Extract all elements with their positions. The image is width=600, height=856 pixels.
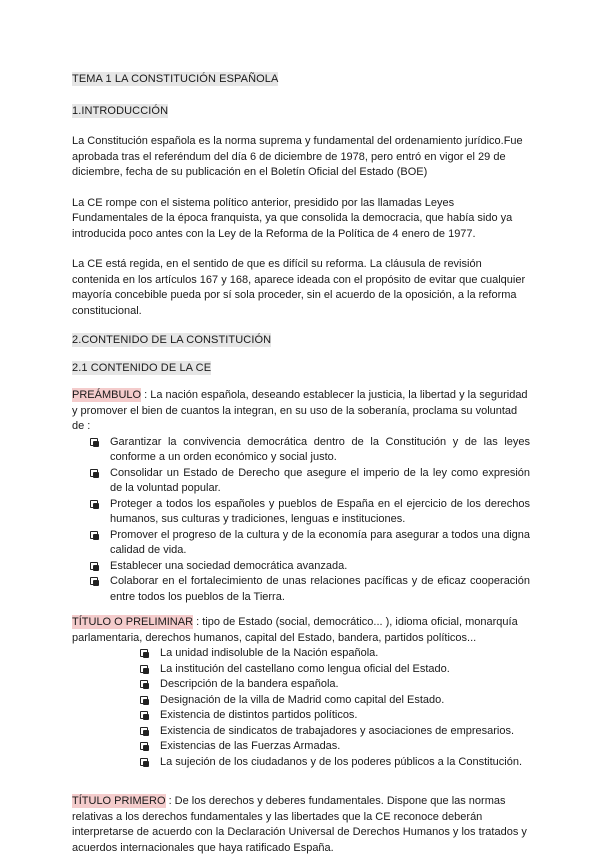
list-item: Existencias de las Fuerzas Armadas. — [140, 739, 530, 755]
paragraph-2: La CE rompe con el sistema político anterior, presidido por las llamadas Leyes Fundamentales de la época franquista, ya que consolida la democracia, que había sido ya introducida poco antes con la Ley de la Reforma de la Política de 4 enero de 1977. — [72, 196, 513, 240]
section-heading-introduccion: 1.INTRODUCCIÓN — [72, 104, 169, 117]
titulo-preliminar-label: TÍTULO O PRELIMINAR — [72, 616, 194, 628]
checkbox-bullet-icon — [140, 680, 148, 688]
checkbox-bullet-icon — [90, 562, 98, 570]
checkbox-bullet-icon — [90, 438, 98, 446]
list-item: La institución del castellano como lengua oficial del Estado. — [140, 662, 530, 678]
list-item: Existencia de distintos partidos políticos. — [140, 708, 530, 724]
checkbox-bullet-icon — [140, 727, 148, 735]
list-item: Proteger a todos los españoles y pueblos de España en el ejercicio de los derechos humanos, sus culturas y tradiciones, lenguas e instituciones. — [90, 497, 530, 528]
list-item: La sujeción de los ciudadanos y de los poderes públicos a la Constitución. — [140, 755, 530, 771]
preambulo-paragraph — [72, 388, 530, 435]
checkbox-bullet-icon — [140, 742, 148, 750]
checkbox-bullet-icon — [140, 711, 148, 719]
titulo-preliminar-text: : tipo de Estado (social, democrático... ), idioma oficial, monarquía parlamentaria, derechos humanos, capital del Estado, bandera, partidos políticos... — [72, 616, 518, 644]
list-item: Existencia de sindicatos de trabajadores y asociaciones de empresarios. — [140, 724, 530, 740]
checkbox-bullet-icon — [140, 649, 148, 657]
checkbox-bullet-icon — [90, 531, 98, 539]
paragraph-1: La Constitución española es la norma suprema y fundamental del ordenamiento jurídico.Fue aprobada tras el referéndum del día 6 de diciembre de 1978, pero entró en vigor el 29 de diciembre, fecha de su publicación en el Boletín Oficial del Estado (BOE) — [72, 135, 523, 178]
checkbox-bullet-icon — [90, 500, 98, 508]
preambulo-label: PREÁMBULO — [72, 389, 142, 401]
list-item: Designación de la villa de Madrid como capital del Estado. — [140, 693, 530, 709]
paragraph-3: La CE está regida, en el sentido de que es difícil su reforma. La cláusula de revisión contenida en los artículos 167 y 168, aparece ideada con el propósito de evitar que cualquier mayoría concebible pueda por sí sola proceder, sin el acuerdo de la oposición, a la reforma constitucional. — [72, 258, 526, 317]
document-title: TEMA 1 LA CONSTITUCIÓN ESPAÑOLA — [72, 73, 279, 85]
list-item: Promover el progreso de la cultura y de la economía para asegurar a todos una digna calidad de vida. — [90, 528, 530, 559]
section-heading-contenido: 2.CONTENIDO DE LA CONSTITUCIÓN — [72, 334, 272, 346]
titulo-primero-paragraph — [72, 794, 530, 856]
preambulo-text: : La nación española, deseando establecer la justicia, la libertad y la seguridad y promover el bien de cuantos la integran, en su uso de la soberanía, proclama su voluntad de : — [72, 389, 528, 432]
checkbox-bullet-icon — [140, 758, 148, 766]
checkbox-bullet-icon — [90, 469, 98, 477]
titulo-preliminar-paragraph — [72, 615, 530, 646]
checkbox-bullet-icon — [90, 577, 98, 585]
subsection-heading-contenido-ce: 2.1 CONTENIDO DE LA CE — [72, 361, 212, 374]
list-item: Establecer una sociedad democrática avanzada. — [90, 559, 530, 575]
titulo-preliminar-list — [72, 646, 530, 770]
titulo-primero-label: TÍTULO PRIMERO — [72, 795, 166, 807]
checkbox-bullet-icon — [140, 696, 148, 704]
list-item: Colaborar en el fortalecimiento de unas relaciones pacíficas y de eficaz cooperación entre todos los pueblos de la Tierra. — [90, 574, 530, 605]
list-item: Consolidar un Estado de Derecho que asegure el imperio de la ley como expresión de la voluntad popular. — [90, 466, 530, 497]
list-item: La unidad indisoluble de la Nación española. — [140, 646, 530, 662]
list-item: Descripción de la bandera española. — [140, 677, 530, 693]
document-page — [72, 70, 530, 856]
checkbox-bullet-icon — [140, 665, 148, 673]
list-item: Garantizar la convivencia democrática dentro de la Constitución y de las leyes conforme a un orden económico y social justo. — [90, 435, 530, 466]
preambulo-list — [72, 435, 530, 606]
titulo-primero-text: : De los derechos y deberes fundamentales. Dispone que las normas relativas a los derechos fundamentales y las libertades que la CE reconoce deberán interpretarse de acuerdo con la Declaración Universal de Derechos Humanos y los tratados y acuerdos internacionales que haya ratificado España. — [72, 795, 527, 854]
